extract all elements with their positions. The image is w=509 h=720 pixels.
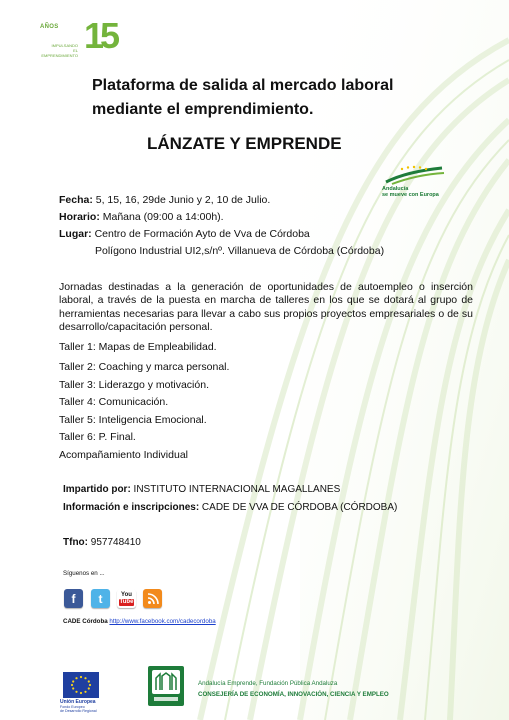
info-row <box>63 502 397 513</box>
taller-item: Taller 1: Mapas de Empleabilidad. <box>59 341 217 353</box>
info-value: CADE DE VVA DE CÓRDOBA (CÓRDOBA) <box>199 502 398 513</box>
rss-icon[interactable] <box>143 589 162 608</box>
info-label: Información e inscripciones: <box>63 502 200 513</box>
cade-label: CADE Córdoba <box>63 618 108 625</box>
eu-caption <box>60 700 97 713</box>
fecha-value: 5, 15, 16, 29de Junio y 2, 10 de Julio. <box>92 194 271 206</box>
eu-caption-line2: Fondo Europeo <box>60 705 85 710</box>
description-paragraph: Jornadas destinadas a la generación de oportunidades de autoempleo o inserción laboral, a través de la puesta en marcha de talleres en los que se dotará al grupo de herramientas necesarias para llevar a cabo sus propios proyectos empresariales o de su desarrollo/capacitación personal. <box>59 281 473 334</box>
andalucia-logo-line2: se mueve con Europa <box>382 192 439 198</box>
taller-item: Taller 6: P. Final. <box>59 431 136 443</box>
impartido-value: INSTITUTO INTERNACIONAL MAGALLANES <box>130 484 341 495</box>
tfno-value: 957748410 <box>88 537 141 548</box>
eu-caption-line3: de Desarrollo Regional <box>60 709 97 714</box>
andalucia-emprende-caption: Andalucía Emprende, Fundación Pública Andaluza <box>198 680 338 687</box>
fecha-row <box>59 194 270 206</box>
page-title-line1: Plataforma de salida al mercado laboral <box>92 77 394 94</box>
facebook-icon[interactable]: f <box>64 589 83 608</box>
impartido-label: Impartido por: <box>63 484 131 495</box>
taller-item: Taller 3: Liderazgo y motivación. <box>59 379 209 391</box>
lugar-row <box>59 228 310 240</box>
cade-facebook-row <box>63 618 216 625</box>
taller-item: Taller 4: Comunicación. <box>59 396 169 408</box>
horario-row <box>59 211 224 223</box>
taller-item: Taller 5: Inteligencia Emocional. <box>59 414 207 426</box>
page-title-line2: mediante el emprendimiento. <box>92 101 314 118</box>
page-headline: LÁNZATE Y EMPRENDE <box>147 134 342 153</box>
logo-anos-label: AÑOS <box>40 24 59 30</box>
horario-label: Horario: <box>59 211 100 223</box>
logo-subtitle-line2: EL EMPRENDIMIENTO <box>41 48 78 58</box>
andalucia-logo-line1: Andalucía <box>382 186 409 192</box>
logo-number: 15 <box>84 15 117 56</box>
twitter-icon[interactable]: t <box>91 589 110 608</box>
acompanamiento-item: Acompañamiento Individual <box>59 449 188 461</box>
andalucia-europa-logo <box>382 164 446 198</box>
logo-subtitle-line1: IMPULSANDO <box>51 43 78 48</box>
lugar-value: Centro de Formación Ayto de Vva de Córdoba <box>91 228 310 240</box>
eu-caption-line1: Unión Europea <box>60 699 96 705</box>
lugar-label: Lugar: <box>59 228 92 240</box>
impartido-row <box>63 484 340 495</box>
taller-item: Taller 2: Coaching y marca personal. <box>59 361 230 373</box>
eu-flag-icon <box>63 672 99 698</box>
consejeria-caption: CONSEJERÍA DE ECONOMÍA, INNOVACIÓN, CIENCIA Y EMPLEO <box>198 691 389 698</box>
anniversary-logo <box>40 16 130 56</box>
europe-swoosh-icon <box>382 164 446 186</box>
tfno-label: Tfno: <box>63 537 88 548</box>
fecha-label: Fecha: <box>59 194 93 206</box>
tfno-row <box>63 537 141 548</box>
junta-andalucia-logo <box>148 666 184 706</box>
horario-value: Mañana (09:00 a 14:00h). <box>99 211 224 223</box>
facebook-page-link[interactable]: http://www.facebook.com/cadecordoba <box>109 618 216 625</box>
youtube-icon[interactable]: You Tube <box>117 589 136 608</box>
follow-label: Síguenos en ... <box>63 570 105 577</box>
logo-subtitle <box>38 43 78 58</box>
lugar-address: Polígono Industrial UI2,s/nº. Villanueva de Córdoba (Córdoba) <box>95 245 385 257</box>
